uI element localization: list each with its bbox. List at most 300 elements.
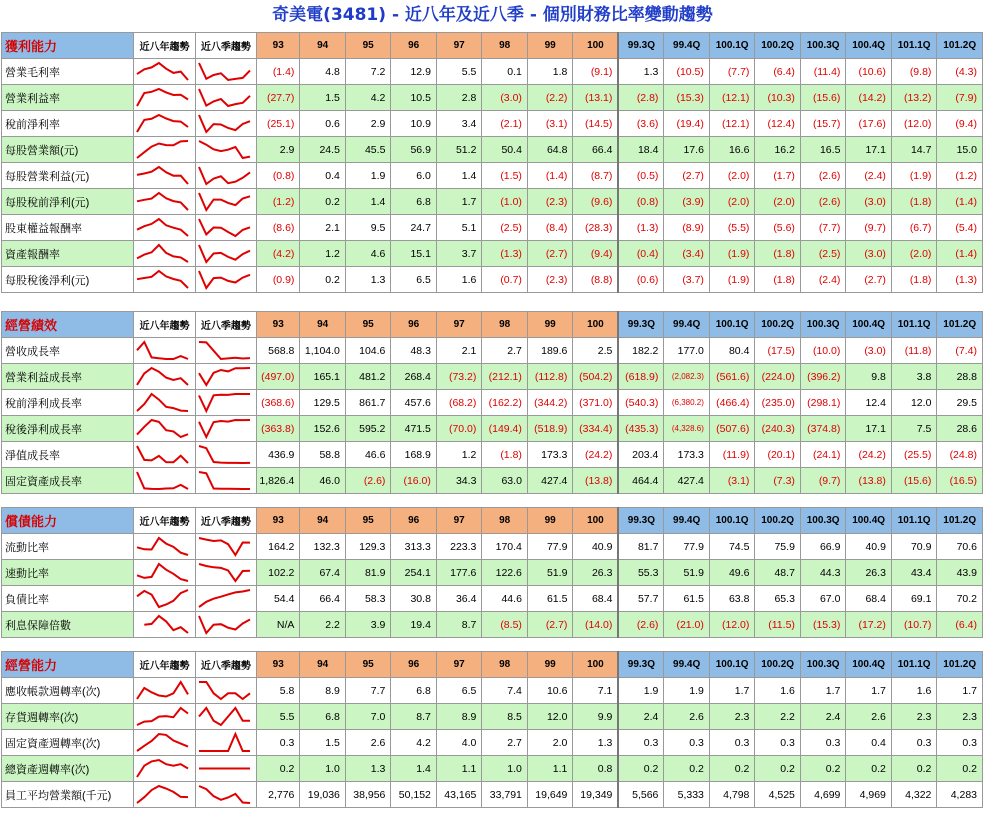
trend-8q-sparkline: [195, 59, 256, 85]
year-header: 96: [391, 652, 437, 678]
trend-8q-sparkline: [195, 534, 256, 560]
trend-8q-sparkline: [195, 215, 256, 241]
trend-8y-sparkline: [134, 189, 195, 215]
quarter-value-cell: (13.8): [846, 468, 892, 494]
year-header: 94: [300, 508, 346, 534]
quarter-value-cell: (6.4): [755, 59, 801, 85]
year-value-cell: 4.6: [345, 241, 391, 267]
quarter-value-cell: (3.1): [709, 468, 755, 494]
sparkline-path: [199, 193, 250, 210]
year-header: 94: [300, 652, 346, 678]
year-value-cell: (13.8): [573, 468, 619, 494]
quarter-value-cell: (24.2): [846, 442, 892, 468]
trend-8y-header: 近八年趨勢: [134, 312, 195, 338]
year-value-cell: (4.2): [257, 241, 300, 267]
quarter-value-cell: 4,699: [800, 782, 846, 808]
year-value-cell: (162.2): [482, 390, 528, 416]
trend-8q-sparkline: [195, 586, 256, 612]
year-value-cell: 1.3: [345, 267, 391, 293]
quarter-value-cell: 0.3: [664, 730, 710, 756]
quarter-value-cell: (9.7): [846, 215, 892, 241]
year-value-cell: 129.5: [300, 390, 346, 416]
year-value-cell: 132.3: [300, 534, 346, 560]
year-value-cell: (8.6): [257, 215, 300, 241]
trend-8q-sparkline: [195, 416, 256, 442]
quarter-value-cell: 2.3: [891, 704, 937, 730]
quarter-header: 99.3Q: [618, 508, 664, 534]
quarter-value-cell: 44.3: [800, 560, 846, 586]
year-value-cell: 313.3: [391, 534, 437, 560]
quarter-value-cell: (435.3): [618, 416, 664, 442]
trend-8y-sparkline: [134, 163, 195, 189]
year-value-cell: 861.7: [345, 390, 391, 416]
year-header: 100: [573, 508, 619, 534]
quarter-header: 100.3Q: [800, 33, 846, 59]
quarter-value-cell: 0.3: [891, 730, 937, 756]
year-value-cell: 3.7: [436, 241, 482, 267]
year-value-cell: 3.9: [345, 612, 391, 638]
quarter-header: 101.2Q: [937, 312, 983, 338]
quarter-value-cell: (1.8): [891, 189, 937, 215]
table-row: [2, 416, 983, 442]
section-header-row: [2, 312, 983, 338]
trend-8q-sparkline: [195, 241, 256, 267]
quarter-value-cell: (7.4): [937, 338, 983, 364]
trend-8q-sparkline: [195, 364, 256, 390]
quarter-value-cell: 4,283: [937, 782, 983, 808]
row-label: 固定資產成長率: [2, 468, 134, 494]
year-value-cell: 0.2: [257, 756, 300, 782]
section-title: 獲利能力: [2, 33, 134, 59]
sparkline-path: [137, 245, 188, 262]
year-value-cell: (68.2): [436, 390, 482, 416]
quarter-value-cell: 203.4: [618, 442, 664, 468]
table-row: [2, 586, 983, 612]
year-value-cell: 4.8: [300, 59, 346, 85]
row-label: 淨值成長率: [2, 442, 134, 468]
year-value-cell: 24.5: [300, 137, 346, 163]
section-title: 經營能力: [2, 652, 134, 678]
year-value-cell: (2.3): [527, 267, 573, 293]
sparkline-path: [199, 682, 250, 699]
quarter-value-cell: (19.4): [664, 111, 710, 137]
quarter-value-cell: 57.7: [618, 586, 664, 612]
trend-8q-sparkline: [195, 137, 256, 163]
quarter-value-cell: (10.0): [800, 338, 846, 364]
quarter-value-cell: (8.9): [664, 215, 710, 241]
quarter-value-cell: (4.3): [937, 59, 983, 85]
trend-8y-sparkline: [134, 560, 195, 586]
year-value-cell: 43,165: [436, 782, 482, 808]
row-label: 負債比率: [2, 586, 134, 612]
year-value-cell: (149.4): [482, 416, 528, 442]
quarter-value-cell: (224.0): [755, 364, 801, 390]
trend-8y-sparkline: [134, 59, 195, 85]
year-value-cell: 152.6: [300, 416, 346, 442]
row-label: 存貨週轉率(次): [2, 704, 134, 730]
quarter-value-cell: 65.3: [755, 586, 801, 612]
quarter-header: 100.2Q: [755, 508, 801, 534]
year-value-cell: (497.0): [257, 364, 300, 390]
year-value-cell: (8.8): [573, 267, 619, 293]
trend-8y-sparkline: [134, 678, 195, 704]
year-value-cell: (212.1): [482, 364, 528, 390]
sparkline-path: [137, 115, 188, 132]
quarter-header: 100.1Q: [709, 652, 755, 678]
quarter-value-cell: (10.6): [846, 59, 892, 85]
year-value-cell: 34.3: [436, 468, 482, 494]
year-value-cell: 568.8: [257, 338, 300, 364]
quarter-value-cell: 17.1: [846, 137, 892, 163]
sparkline-path: [137, 271, 188, 288]
trend-8y-sparkline: [134, 111, 195, 137]
year-header: 98: [482, 33, 528, 59]
quarter-header: 101.1Q: [891, 652, 937, 678]
year-value-cell: 1.4: [436, 163, 482, 189]
year-value-cell: 0.2: [300, 189, 346, 215]
year-header: 95: [345, 652, 391, 678]
table-row: [2, 678, 983, 704]
section-header-row: [2, 508, 983, 534]
trend-8y-sparkline: [134, 267, 195, 293]
quarter-value-cell: (2.0): [891, 241, 937, 267]
row-label: 營業毛利率: [2, 59, 134, 85]
quarter-value-cell: (1.3): [937, 267, 983, 293]
table-row: [2, 85, 983, 111]
quarter-value-cell: (10.3): [755, 85, 801, 111]
year-value-cell: 436.9: [257, 442, 300, 468]
year-header: 97: [436, 312, 482, 338]
quarter-value-cell: (6.4): [937, 612, 983, 638]
quarter-header: 100.4Q: [846, 652, 892, 678]
quarter-header: 100.2Q: [755, 652, 801, 678]
quarter-header: 101.2Q: [937, 33, 983, 59]
row-label: 每股營業利益(元): [2, 163, 134, 189]
sparkline-path: [137, 342, 188, 359]
sparkline-path: [137, 394, 188, 411]
quarter-value-cell: (618.9): [618, 364, 664, 390]
year-value-cell: (518.9): [527, 416, 573, 442]
quarter-value-cell: 26.3: [846, 560, 892, 586]
quarter-value-cell: 43.4: [891, 560, 937, 586]
year-value-cell: 12.0: [527, 704, 573, 730]
trend-8q-header: 近八季趨勢: [195, 33, 256, 59]
quarter-value-cell: (9.7): [800, 468, 846, 494]
row-label: 營業利益成長率: [2, 364, 134, 390]
year-value-cell: (13.1): [573, 85, 619, 111]
year-value-cell: 1.7: [436, 189, 482, 215]
year-header: 98: [482, 652, 528, 678]
year-value-cell: 457.6: [391, 390, 437, 416]
trend-8q-sparkline: [195, 730, 256, 756]
year-value-cell: 19,036: [300, 782, 346, 808]
sparkline-path: [137, 760, 188, 777]
year-header: 95: [345, 508, 391, 534]
quarter-value-cell: (240.3): [755, 416, 801, 442]
quarter-header: 100.2Q: [755, 33, 801, 59]
trend-8q-sparkline: [195, 111, 256, 137]
year-value-cell: (28.3): [573, 215, 619, 241]
trend-8q-sparkline: [195, 612, 256, 638]
year-value-cell: 33,791: [482, 782, 528, 808]
quarter-value-cell: 1.7: [846, 678, 892, 704]
year-value-cell: 19.4: [391, 612, 437, 638]
year-header: 100: [573, 312, 619, 338]
quarter-value-cell: (374.8): [800, 416, 846, 442]
sparkline-path: [137, 63, 188, 80]
quarter-value-cell: (6.7): [891, 215, 937, 241]
sparkline-path: [199, 446, 250, 463]
quarter-value-cell: 68.4: [846, 586, 892, 612]
quarter-header: 101.1Q: [891, 33, 937, 59]
quarter-header: 99.4Q: [664, 33, 710, 59]
trend-8y-sparkline: [134, 338, 195, 364]
year-value-cell: 6.5: [391, 267, 437, 293]
year-value-cell: 45.5: [345, 137, 391, 163]
quarter-value-cell: (1.9): [709, 241, 755, 267]
quarter-value-cell: 55.3: [618, 560, 664, 586]
year-value-cell: 5.5: [257, 704, 300, 730]
year-value-cell: 24.7: [391, 215, 437, 241]
year-value-cell: (344.2): [527, 390, 573, 416]
quarter-value-cell: (15.6): [800, 85, 846, 111]
year-value-cell: 0.3: [257, 730, 300, 756]
table-row: [2, 534, 983, 560]
quarter-value-cell: 2.3: [709, 704, 755, 730]
year-header: 98: [482, 312, 528, 338]
quarter-header: 99.4Q: [664, 312, 710, 338]
quarter-value-cell: (2.0): [709, 163, 755, 189]
section-table: [1, 32, 983, 293]
table-row: [2, 241, 983, 267]
table-row: [2, 267, 983, 293]
table-row: [2, 468, 983, 494]
quarter-value-cell: 0.3: [755, 730, 801, 756]
sparkline-path: [137, 141, 188, 158]
row-label: 員工平均營業額(千元): [2, 782, 134, 808]
year-value-cell: (371.0): [573, 390, 619, 416]
row-label: 總資產週轉率(次): [2, 756, 134, 782]
quarter-value-cell: 12.0: [891, 390, 937, 416]
year-value-cell: 2,776: [257, 782, 300, 808]
quarter-value-cell: (7.3): [755, 468, 801, 494]
year-value-cell: 268.4: [391, 364, 437, 390]
year-value-cell: 2.9: [257, 137, 300, 163]
table-row: [2, 215, 983, 241]
quarter-value-cell: (3.0): [846, 189, 892, 215]
quarter-value-cell: 29.5: [937, 390, 983, 416]
quarter-value-cell: (7.7): [709, 59, 755, 85]
quarter-header: 100.1Q: [709, 508, 755, 534]
quarter-value-cell: 16.2: [755, 137, 801, 163]
quarter-value-cell: 51.9: [664, 560, 710, 586]
year-header: 96: [391, 33, 437, 59]
quarter-value-cell: 67.0: [800, 586, 846, 612]
quarter-value-cell: 0.4: [846, 730, 892, 756]
section-title: 經營績效: [2, 312, 134, 338]
year-value-cell: 19,349: [573, 782, 619, 808]
year-value-cell: 77.9: [527, 534, 573, 560]
year-value-cell: (2.5): [482, 215, 528, 241]
quarter-value-cell: (7.7): [800, 215, 846, 241]
sparkline-path: [137, 446, 188, 463]
quarter-value-cell: (2,082.3): [664, 364, 710, 390]
year-value-cell: 9.5: [345, 215, 391, 241]
year-value-cell: 6.5: [436, 678, 482, 704]
year-value-cell: 66.4: [573, 137, 619, 163]
year-value-cell: (8.5): [482, 612, 528, 638]
quarter-value-cell: (17.5): [755, 338, 801, 364]
quarter-value-cell: 7.5: [891, 416, 937, 442]
year-header: 100: [573, 652, 619, 678]
year-value-cell: (2.3): [527, 189, 573, 215]
trend-8y-header: 近八年趨勢: [134, 508, 195, 534]
row-label: 速動比率: [2, 560, 134, 586]
trend-8y-sparkline: [134, 534, 195, 560]
quarter-value-cell: 69.1: [891, 586, 937, 612]
year-value-cell: 66.4: [300, 586, 346, 612]
quarter-value-cell: (3.0): [846, 338, 892, 364]
quarter-value-cell: 0.2: [800, 756, 846, 782]
table-row: [2, 612, 983, 638]
quarter-value-cell: (298.1): [800, 390, 846, 416]
year-value-cell: 5.8: [257, 678, 300, 704]
quarter-value-cell: 5,566: [618, 782, 664, 808]
sparkline-path: [137, 590, 188, 607]
quarter-value-cell: 0.2: [937, 756, 983, 782]
sparkline-path: [137, 564, 188, 581]
year-value-cell: (27.7): [257, 85, 300, 111]
year-header: 93: [257, 652, 300, 678]
quarter-value-cell: 0.3: [937, 730, 983, 756]
quarter-value-cell: (2.6): [800, 189, 846, 215]
year-value-cell: 8.9: [300, 678, 346, 704]
quarter-value-cell: (5.5): [709, 215, 755, 241]
trend-8y-sparkline: [134, 468, 195, 494]
year-value-cell: 7.1: [573, 678, 619, 704]
sparkline-path: [199, 368, 250, 385]
quarter-value-cell: 0.2: [618, 756, 664, 782]
table-row: [2, 338, 983, 364]
year-value-cell: 595.2: [345, 416, 391, 442]
quarter-value-cell: 74.5: [709, 534, 755, 560]
quarter-value-cell: 17.6: [664, 137, 710, 163]
year-value-cell: 6.0: [391, 163, 437, 189]
year-value-cell: 177.6: [436, 560, 482, 586]
quarter-value-cell: 16.6: [709, 137, 755, 163]
year-value-cell: 5.1: [436, 215, 482, 241]
year-value-cell: 10.9: [391, 111, 437, 137]
sparkline-path: [199, 786, 250, 803]
year-value-cell: (2.7): [527, 241, 573, 267]
quarter-value-cell: (25.5): [891, 442, 937, 468]
quarter-value-cell: (540.3): [618, 390, 664, 416]
quarter-value-cell: (12.0): [709, 612, 755, 638]
quarter-value-cell: 16.5: [800, 137, 846, 163]
year-value-cell: 7.2: [345, 59, 391, 85]
trend-8q-sparkline: [195, 678, 256, 704]
quarter-value-cell: 1.3: [618, 59, 664, 85]
year-value-cell: 0.1: [482, 59, 528, 85]
quarter-header: 100.3Q: [800, 652, 846, 678]
year-value-cell: 50,152: [391, 782, 437, 808]
quarter-value-cell: (1.2): [937, 163, 983, 189]
quarter-value-cell: 1.7: [800, 678, 846, 704]
year-value-cell: 173.3: [527, 442, 573, 468]
trend-8q-header: 近八季趨勢: [195, 312, 256, 338]
quarter-value-cell: (2.6): [618, 612, 664, 638]
year-value-cell: 0.6: [300, 111, 346, 137]
quarter-header: 100.1Q: [709, 33, 755, 59]
year-value-cell: (0.8): [257, 163, 300, 189]
year-value-cell: 471.5: [391, 416, 437, 442]
year-value-cell: (2.6): [345, 468, 391, 494]
quarter-header: 100.2Q: [755, 312, 801, 338]
year-header: 99: [527, 508, 573, 534]
quarter-value-cell: 2.6: [846, 704, 892, 730]
year-value-cell: (2.7): [527, 612, 573, 638]
trend-8y-sparkline: [134, 364, 195, 390]
sparkline-path: [137, 538, 188, 555]
sparkline-path: [145, 616, 189, 633]
trend-8q-header: 近八季趨勢: [195, 508, 256, 534]
year-value-cell: 48.3: [391, 338, 437, 364]
quarter-value-cell: 9.8: [846, 364, 892, 390]
quarter-value-cell: 49.6: [709, 560, 755, 586]
section-table: [1, 507, 983, 638]
quarter-value-cell: (2.7): [846, 267, 892, 293]
row-label: 利息保障倍數: [2, 612, 134, 638]
trend-8q-sparkline: [195, 468, 256, 494]
year-value-cell: 102.2: [257, 560, 300, 586]
quarter-value-cell: (20.1): [755, 442, 801, 468]
quarter-value-cell: (3.7): [664, 267, 710, 293]
year-value-cell: (0.9): [257, 267, 300, 293]
trend-8q-sparkline: [195, 163, 256, 189]
year-value-cell: (3.1): [527, 111, 573, 137]
year-header: 100: [573, 33, 619, 59]
quarter-value-cell: (3.4): [664, 241, 710, 267]
year-value-cell: 15.1: [391, 241, 437, 267]
sparkline-path: [199, 538, 250, 555]
year-header: 95: [345, 33, 391, 59]
quarter-value-cell: 63.8: [709, 586, 755, 612]
year-value-cell: 8.7: [391, 704, 437, 730]
year-value-cell: (14.5): [573, 111, 619, 137]
trend-8y-sparkline: [134, 390, 195, 416]
quarter-value-cell: (3.9): [664, 189, 710, 215]
quarter-header: 100.3Q: [800, 508, 846, 534]
table-row: [2, 560, 983, 586]
quarter-header: 99.4Q: [664, 652, 710, 678]
trend-8y-header: 近八年趨勢: [134, 33, 195, 59]
year-value-cell: 1.4: [345, 189, 391, 215]
quarter-value-cell: (4,328.6): [664, 416, 710, 442]
year-value-cell: 189.6: [527, 338, 573, 364]
quarter-value-cell: (0.6): [618, 267, 664, 293]
quarter-value-cell: (466.4): [709, 390, 755, 416]
year-value-cell: (363.8): [257, 416, 300, 442]
trend-8y-sparkline: [134, 782, 195, 808]
table-row: [2, 111, 983, 137]
quarter-value-cell: (0.8): [618, 189, 664, 215]
quarter-value-cell: 0.3: [800, 730, 846, 756]
year-value-cell: 1.6: [436, 267, 482, 293]
quarter-value-cell: (5.4): [937, 215, 983, 241]
quarter-value-cell: (21.0): [664, 612, 710, 638]
sparkline-path: [137, 734, 188, 751]
year-value-cell: 7.4: [482, 678, 528, 704]
